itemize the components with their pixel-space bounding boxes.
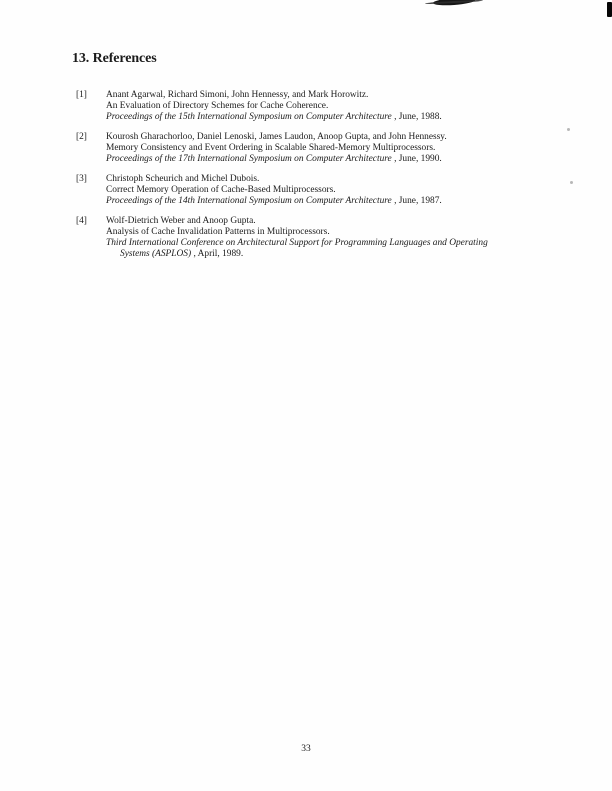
section-heading: 13. References	[72, 51, 157, 66]
reference-title: Analysis of Cache Invalidation Patterns in Multiprocessors.	[106, 227, 330, 237]
venue-italic-text: Systems (ASPLOS)	[120, 249, 192, 259]
reference-body	[106, 90, 566, 123]
reference-venue-line	[106, 249, 566, 260]
reference-item	[76, 90, 566, 123]
reference-authors: Wolf-Dietrich Weber and Anoop Gupta.	[106, 216, 256, 226]
reference-venue-line	[106, 196, 566, 207]
page-number: 33	[301, 744, 311, 754]
reference-label: [4]	[76, 216, 87, 226]
venue-italic-text: Proceedings of the 15th International Symposium on Computer Architecture	[106, 112, 392, 122]
venue-italic-text: Proceedings of the 14th International Symposium on Computer Architecture	[106, 196, 392, 206]
reference-title: Memory Consistency and Event Ordering in Scalable Shared-Memory Multiprocessors.	[106, 143, 436, 153]
venue-italic-text: Proceedings of the 17th International Symposium on Computer Architecture	[106, 154, 392, 164]
reference-venue-line	[106, 154, 566, 165]
scan-smudge-mark	[433, 0, 475, 6]
venue-date-text: , June, 1990.	[391, 154, 442, 164]
venue-date-text: , June, 1988.	[391, 112, 442, 122]
venue-date-text: , June, 1987.	[391, 196, 442, 206]
references-list	[76, 90, 566, 269]
reference-authors: Kourosh Gharachorloo, Daniel Lenoski, James Laudon, Anoop Gupta, and John Hennessy.	[106, 132, 447, 142]
scan-speck	[567, 128, 570, 131]
reference-venue-line	[106, 112, 566, 123]
reference-body	[106, 132, 566, 165]
reference-label: [2]	[76, 132, 87, 142]
reference-label: [1]	[76, 90, 87, 100]
venue-date-text: , April, 1989.	[191, 249, 244, 259]
reference-authors: Christoph Scheurich and Michel Dubois.	[106, 174, 260, 184]
reference-item	[76, 174, 566, 207]
scan-speck	[570, 181, 573, 184]
reference-label: [3]	[76, 174, 87, 184]
scan-edge-mark	[607, 2, 612, 17]
reference-title: Correct Memory Operation of Cache-Based Multiprocessors.	[106, 185, 336, 195]
reference-title: An Evaluation of Directory Schemes for Cache Coherence.	[106, 101, 329, 111]
reference-body	[106, 174, 566, 207]
reference-authors: Anant Agarwal, Richard Simoni, John Hennessy, and Mark Horowitz.	[106, 90, 369, 100]
reference-body	[106, 216, 566, 260]
reference-venue-line	[106, 238, 566, 249]
reference-item	[76, 132, 566, 165]
reference-item	[76, 216, 566, 260]
venue-italic-text: Third International Conference on Architectural Support for Programming Languages and Operating	[106, 238, 488, 248]
